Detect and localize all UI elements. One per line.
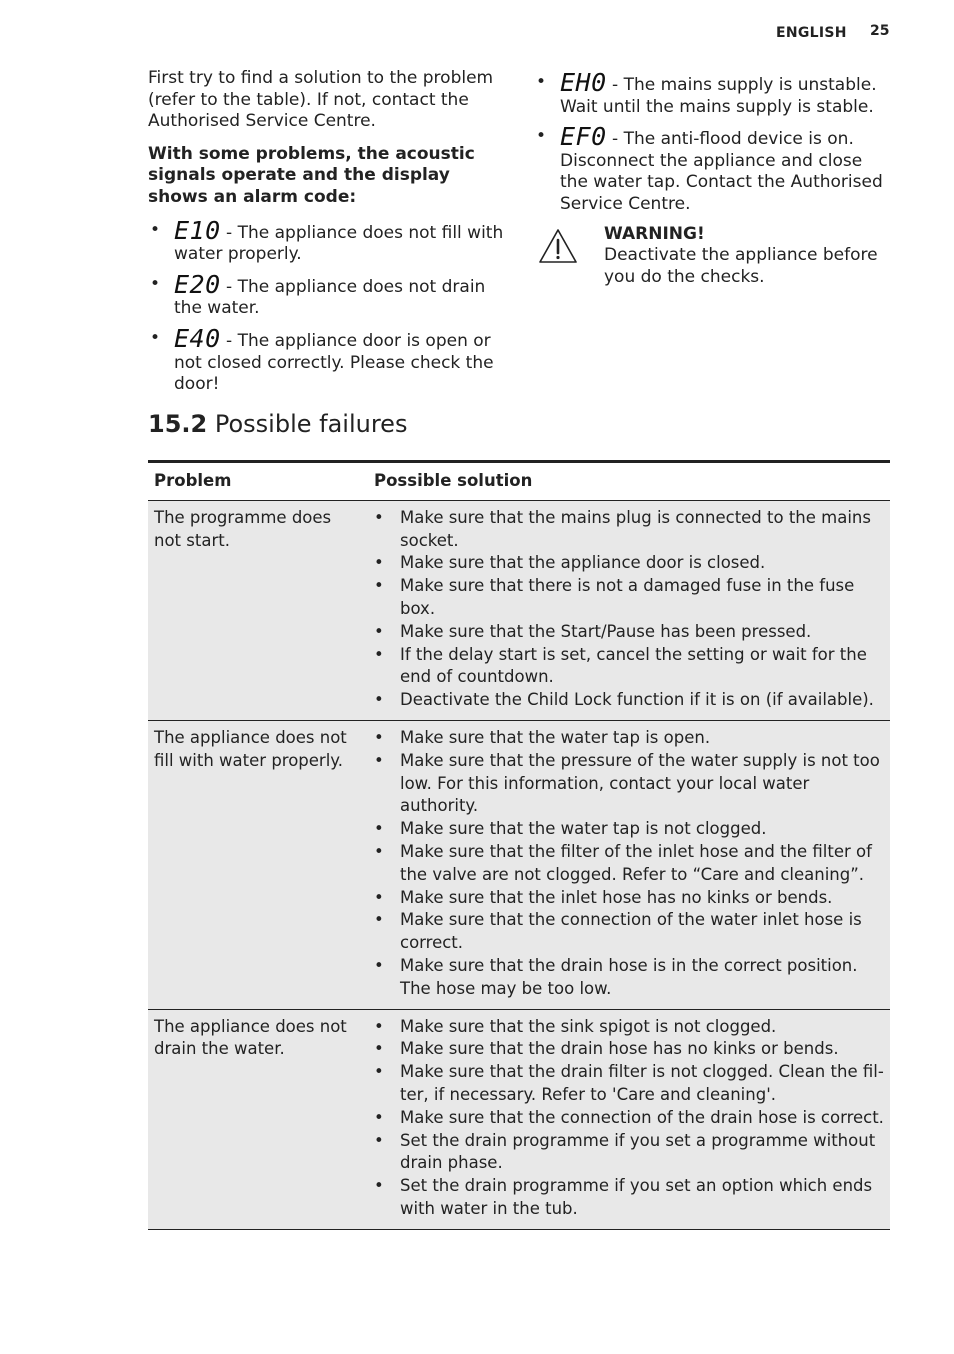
bullet-icon: • bbox=[374, 1062, 384, 1082]
bullet-icon: • bbox=[374, 1176, 384, 1196]
solution-item bbox=[374, 1038, 884, 1061]
alarm-code-text: - The anti-flood device is on. Disconnect the appliance and close the water tap. Contact the Authorised Service Centre. bbox=[560, 129, 883, 214]
bullet-icon: • bbox=[374, 1130, 384, 1150]
solution-cell bbox=[368, 720, 890, 1009]
table-row bbox=[148, 720, 890, 1009]
alarm-code-list-right bbox=[534, 68, 894, 216]
solution-list bbox=[374, 1016, 884, 1221]
solution-item bbox=[374, 621, 884, 644]
solution-text: Make sure that the inlet hose has no kinks or bends. bbox=[400, 887, 833, 907]
bullet-icon: • bbox=[374, 507, 384, 527]
alarm-code-item bbox=[534, 122, 894, 215]
solution-item bbox=[374, 727, 884, 750]
bullet-icon: • bbox=[150, 219, 161, 240]
alarm-code-text: - The appliance door is open or not closed correctly. Please check the door! bbox=[174, 330, 494, 395]
solution-text: Make sure that the water tap is not clogged. bbox=[400, 819, 767, 839]
alarm-code-text: - The appliance does not drain the water. bbox=[174, 276, 486, 319]
alarm-code: E10 bbox=[174, 215, 221, 245]
alarm-code-text: - The appliance does not fill with water properly. bbox=[174, 222, 504, 265]
bullet-icon: • bbox=[374, 887, 384, 907]
solution-list bbox=[374, 727, 884, 1001]
alarm-code-item bbox=[148, 323, 508, 396]
bullet-icon: • bbox=[374, 727, 384, 747]
bullet-icon: • bbox=[374, 1107, 384, 1127]
bullet-icon: • bbox=[374, 1016, 384, 1036]
problem-cell: The appliance does not drain the water. bbox=[148, 1009, 368, 1229]
solution-item bbox=[374, 818, 884, 841]
alarm-code: EH0 bbox=[560, 68, 607, 97]
solution-item bbox=[374, 909, 884, 955]
solution-item bbox=[374, 841, 884, 887]
solution-text: Make sure that the sink spigot is not clogged. bbox=[400, 1016, 777, 1036]
bullet-icon: • bbox=[150, 273, 161, 294]
solution-text: Make sure that the connection of the water inlet hose is correct. bbox=[400, 910, 862, 953]
solution-text: Make sure that the drain hose has no kinks or bends. bbox=[400, 1039, 839, 1059]
solution-item bbox=[374, 644, 884, 690]
solution-item bbox=[374, 552, 884, 575]
solution-text: Set the drain programme if you set a programme without drain phase. bbox=[400, 1130, 876, 1173]
solution-item bbox=[374, 887, 884, 910]
bullet-icon: • bbox=[374, 553, 384, 573]
problem-cell: The programme does not start. bbox=[148, 500, 368, 720]
solution-text: If the delay start is set, cancel the setting or wait for the end of countdown. bbox=[400, 644, 867, 687]
page-number: 25 bbox=[870, 23, 890, 39]
solution-item bbox=[374, 750, 884, 818]
solution-text: Make sure that the drain filter is not clogged. Clean the fil-ter, if necessary. Refer to 'Care and cleaning'. bbox=[400, 1062, 884, 1104]
solution-item bbox=[374, 1061, 884, 1107]
alarm-code-text: - The mains supply is unstable. Wait until the mains supply is stable. bbox=[560, 75, 877, 117]
header-language: ENGLISH bbox=[776, 25, 847, 41]
solution-item bbox=[374, 1016, 884, 1039]
bullet-icon: • bbox=[374, 841, 384, 861]
right-column bbox=[534, 68, 894, 288]
alarm-heading: With some problems, the acoustic signals operate and the display shows an alarm code: bbox=[148, 143, 475, 207]
bullet-icon: • bbox=[374, 576, 384, 596]
alarm-code-item bbox=[148, 215, 508, 266]
bullet-icon: • bbox=[536, 126, 547, 147]
bullet-icon: • bbox=[536, 72, 547, 92]
solution-item bbox=[374, 689, 884, 712]
left-column bbox=[148, 68, 508, 404]
solution-cell bbox=[368, 1009, 890, 1229]
solution-item bbox=[374, 1175, 884, 1221]
alarm-code: E20 bbox=[174, 269, 221, 299]
table-row bbox=[148, 1009, 890, 1229]
section-heading bbox=[148, 410, 407, 438]
column-header-solution: Possible solution bbox=[368, 462, 890, 501]
solution-item bbox=[374, 1107, 884, 1130]
solution-text: Make sure that the filter of the inlet hose and the filter of the valve are not clogged. Refer to “Care and cleaning”. bbox=[400, 841, 872, 884]
column-header-problem: Problem bbox=[148, 462, 368, 501]
bullet-icon: • bbox=[374, 955, 384, 975]
bullet-icon: • bbox=[374, 621, 384, 641]
bullet-icon: • bbox=[374, 690, 384, 710]
solution-item bbox=[374, 1130, 884, 1176]
warning-title: WARNING! bbox=[604, 223, 705, 244]
warning-box bbox=[534, 224, 894, 289]
section-title: Possible failures bbox=[214, 410, 408, 438]
bullet-icon: • bbox=[374, 750, 384, 770]
table-header-row bbox=[148, 462, 890, 501]
solution-text: Make sure that the connection of the drain hose is correct. bbox=[400, 1107, 884, 1127]
solution-cell bbox=[368, 500, 890, 720]
bullet-icon: • bbox=[374, 1039, 384, 1059]
bullet-icon: • bbox=[374, 819, 384, 839]
solution-list bbox=[374, 507, 884, 712]
alarm-code-list-left bbox=[148, 215, 508, 396]
solution-text: Deactivate the Child Lock function if it is on (if available). bbox=[400, 690, 874, 710]
possible-failures-table bbox=[148, 460, 890, 1230]
problem-cell: The appliance does not fill with water properly. bbox=[148, 720, 368, 1009]
intro-paragraph: First try to find a solution to the problem (refer to the table). If not, contact the Authorised Service Centre. bbox=[148, 68, 494, 132]
solution-item bbox=[374, 955, 884, 1001]
alarm-code-item bbox=[534, 68, 894, 118]
solution-text: Make sure that the pressure of the water supply is not too low. For this information, contact your local water authority. bbox=[400, 750, 880, 816]
section-number: 15.2 bbox=[148, 410, 208, 438]
solution-text: Make sure that the appliance door is closed. bbox=[400, 553, 766, 573]
alarm-code-item bbox=[148, 269, 508, 320]
bullet-icon: • bbox=[150, 327, 161, 348]
solution-text: Make sure that the Start/Pause has been pressed. bbox=[400, 621, 812, 641]
solution-text: Make sure that the water tap is open. bbox=[400, 727, 711, 747]
solution-text: Make sure that the mains plug is connected to the mains socket. bbox=[400, 507, 871, 550]
solution-item bbox=[374, 507, 884, 553]
bullet-icon: • bbox=[374, 644, 384, 664]
solution-text: Make sure that the drain hose is in the correct position. The hose may be too low. bbox=[400, 955, 858, 998]
solution-text: Make sure that there is not a damaged fuse in the fuse box. bbox=[400, 576, 855, 618]
table-row bbox=[148, 500, 890, 720]
warning-triangle-icon bbox=[538, 228, 578, 268]
bullet-icon: • bbox=[374, 910, 384, 930]
solution-text: Set the drain programme if you set an option which ends with water in the tub. bbox=[400, 1176, 873, 1218]
solution-item bbox=[374, 575, 884, 621]
alarm-code: E40 bbox=[174, 323, 221, 353]
alarm-code: EF0 bbox=[560, 122, 607, 152]
warning-text: Deactivate the appliance before you do the checks. bbox=[604, 245, 878, 287]
